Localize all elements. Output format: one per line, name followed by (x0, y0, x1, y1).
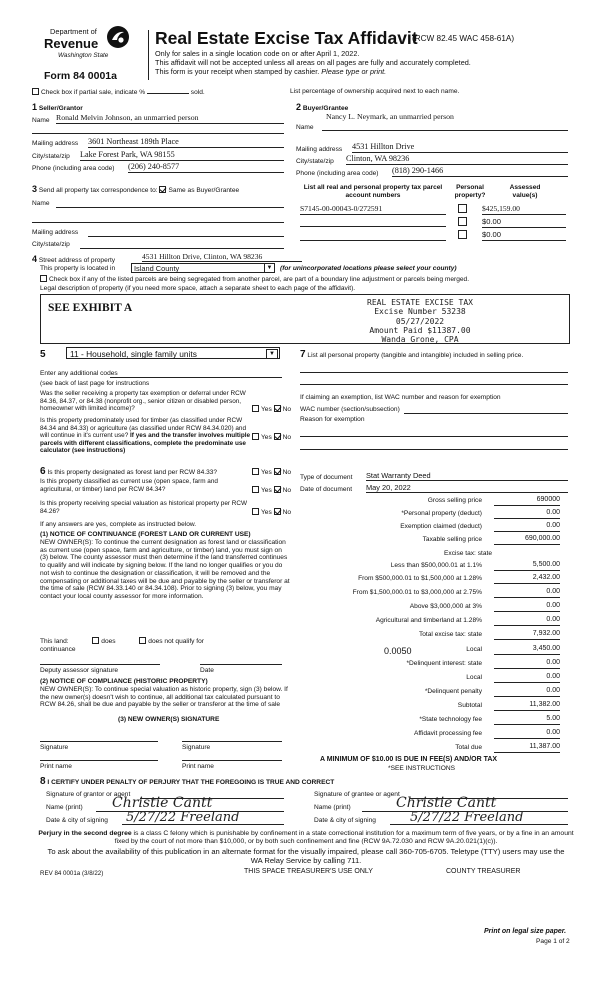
taxable-value[interactable]: 690,000.00 (494, 535, 560, 545)
located-label: This property is located in (40, 265, 116, 272)
complete-instr: If any answers are yes, complete as instructed below. (40, 521, 197, 528)
stamp-line-1: REAL ESTATE EXCISE TAX (367, 298, 473, 307)
continuance-label: continuance (40, 646, 76, 653)
tax-t4-row: Above $3,000,000 at 3% 0.00 (409, 602, 560, 610)
header-divider (148, 30, 149, 80)
notice1-heading: (1) NOTICE OF CONTINUANCE (FOREST LAND OR CURRENT USE) (40, 531, 251, 538)
forest-yesno: Yes No (252, 468, 291, 477)
county-select[interactable] (131, 263, 275, 273)
corr-name-line2 (32, 222, 284, 223)
seller-city[interactable]: Lake Forest Park, WA 98155 (80, 150, 284, 161)
state-line: Washington State (58, 52, 109, 59)
tax-t5-row: Agricultural and timberland at 1.28% 0.00 (375, 616, 560, 624)
tax-subtotal-row: Subtotal 11,382.00 (457, 701, 560, 709)
dor-logo (44, 22, 136, 62)
county-value: Island County (134, 264, 180, 273)
this-land-row: This land: does does not qualify for (40, 638, 204, 645)
owner-sig-line-1[interactable] (40, 741, 158, 742)
excise-state-label: Excise tax: state (444, 550, 493, 557)
notice1-body: NEW OWNER(S): To continue the current designation as forest land or classification as current use (open space, farm and agriculture, or timber) land, you must sign on (3) below. The county assessor must then determine if the land transferred continues to qualify and will indicate by signing below. If the land no longer qualifies or you do not wish to continue the designation or classification, it will be removed and the compensating or additional taxes will be due and payable by the seller or transferor at the time of sale (RCW 84.33.140 or 84.34.108). Prior to signing (3) below, you may contact your local county assessor for more information. (40, 539, 290, 600)
buyer-phone-label: Phone (including area code) (296, 170, 379, 177)
exemption-yes-checkbox[interactable] (252, 405, 259, 412)
techfee-value[interactable]: 5.00 (494, 715, 560, 725)
reason-line2[interactable] (300, 449, 568, 450)
gross-value[interactable]: 690000 (494, 496, 560, 506)
affidavit-fee-value[interactable]: 0.00 (494, 729, 560, 739)
grantor-date-label: Date & city of signing (46, 817, 108, 824)
seller-name-line2 (32, 133, 284, 134)
same-as-buyer-checkbox[interactable] (159, 186, 166, 193)
tax-delinq-state-row: *Delinquent interest: state 0.00 (406, 659, 560, 667)
owner-print-line-2[interactable] (182, 760, 282, 761)
owner-print-line-1[interactable] (40, 760, 158, 761)
legal-paper-note: Print on legal size paper. (484, 928, 567, 935)
stamp-line-2: Excise Number 53238 (374, 307, 466, 317)
tax-personal-row: *Personal property (deduct) 0.00 (401, 509, 560, 517)
minimum-note: A MINIMUM OF $10.00 IS DUE IN FEE(S) AND/OR TAX (320, 756, 498, 763)
deputy-sig-line[interactable] (40, 664, 160, 665)
street-address[interactable]: 4531 Hillton Drive, Clinton, WA 98236 (142, 252, 302, 262)
forest-yes-checkbox[interactable] (252, 468, 259, 475)
county-note: (for unincorporated locations please select your county) (280, 265, 457, 272)
chevron-down-icon[interactable]: ▼ (266, 349, 278, 359)
grantee-date-signature: 5/27/22 Freeland (410, 810, 524, 825)
wac-label: WAC number (section/subsection) (300, 406, 400, 413)
tax-penalty-row: *Delinquent penalty 0.00 (424, 687, 560, 695)
land-does-checkbox[interactable] (92, 637, 99, 644)
exemption-no-checkbox[interactable] (274, 405, 281, 412)
personal-property-line2[interactable] (300, 384, 568, 385)
list-percentage-note: List percentage of ownership acquired next to each name. (290, 88, 460, 95)
partial-sale-row: Check box if partial sale, indicate % sold. (32, 88, 205, 97)
local-value[interactable]: 3,450.00 (494, 645, 560, 655)
owner-print-label-1: Print name (40, 763, 72, 770)
parcel-2[interactable] (300, 226, 446, 227)
grantee-sig-label: Signature of grantee or agent (314, 791, 400, 798)
seller-mailing[interactable]: 3601 Northeast 189th Place (88, 137, 284, 148)
stamp-line-3: 05/27/2022 (395, 316, 445, 326)
legal-desc-label: Legal description of property (if you need more space, attach a separate sheet to each page of the affidavit). (40, 285, 356, 292)
corr-mailing-line (88, 236, 284, 237)
personal-checkbox-1[interactable] (458, 204, 467, 213)
notice3-heading: (3) NEW OWNER(S) SIGNATURE (118, 716, 220, 723)
delinq-local-value[interactable]: 0.00 (494, 673, 560, 683)
notice2-body: NEW OWNER(S): To continue special valuation as historic property, sign (3) below. If the new owner(s) doesn't wish to continue, all additional tax calculated pursuant to RCW 84.26, shall be due and payable by the seller or transferor at the time of sale (40, 686, 288, 709)
forest-no-checkbox[interactable] (274, 468, 281, 475)
tax-taxable-row: Taxable selling price 690,000.00 (422, 535, 560, 543)
corr-mailing-label: Mailing address (32, 229, 79, 236)
dept-line2: Revenue (44, 36, 99, 51)
historic-yes-checkbox[interactable] (252, 508, 259, 515)
personal-checkbox-3[interactable] (458, 230, 467, 239)
t5-value[interactable]: 0.00 (494, 616, 560, 626)
dept-line1: Department of (50, 27, 97, 36)
perjury-notice: Perjury in the second degree is a class C felony which is punishable by confinement in a state correctional institution for a maximum term of five years, or by a fine in an amount fixed by the court of not more than $10,000, or by both such confinement and fine (RCW 9A.72.030 and RCW 9A.20.021(1)(c)). (38, 830, 574, 846)
tax-t2-row: From $500,000.01 to $1,500,000 at 1.28% 2,432.00 (358, 574, 560, 582)
certify-row: 8 I CERTIFY UNDER PENALTY OF PERJURY THAT THE FOREGOING IS TRUE AND CORRECT (40, 776, 335, 787)
seller-name[interactable]: Ronald Melvin Johnson, an unmarried person (56, 113, 284, 124)
grantor-date-signature: 5/27/22 Freeland (126, 810, 240, 825)
owner-print-label-2: Print name (182, 763, 214, 770)
form-title: Real Estate Excise Tax Affidavit (155, 28, 418, 48)
t2-value[interactable]: 2,432.00 (494, 574, 560, 584)
personal-checkbox-2[interactable] (458, 217, 467, 226)
exempt-heading: If claiming an exemption, list WAC number and reason for exemption (300, 394, 501, 401)
seller-mailing-label: Mailing address (32, 140, 79, 147)
section7-row: 7 List all personal property (tangible and intangible) included in selling price. (300, 349, 524, 360)
assessed-1[interactable]: $425,159.00 (482, 204, 566, 215)
header-note3: This form is your receipt when stamped by cashier. Please type or print. (155, 67, 387, 76)
historic-question: Is this property receiving special valuation as historical property per RCW 84.26? (40, 500, 248, 515)
notice2-heading: (2) NOTICE OF COMPLIANCE (HISTORIC PROPERTY) (40, 678, 208, 685)
seller-heading: 1 Seller/Grantor (32, 102, 83, 112)
delinq-state-value[interactable]: 0.00 (494, 659, 560, 669)
forest-question: 6 Is this property designated as forest land per RCW 84.33? (40, 466, 218, 477)
grantor-name-signature: Christie Cantt (112, 795, 213, 811)
deputy-label: Deputy assessor signature (40, 667, 119, 674)
timber-no-checkbox[interactable] (274, 433, 281, 440)
timber-yesno: Yes No (252, 433, 291, 442)
current-use-yesno: Yes No (252, 486, 291, 495)
see-instructions: *SEE INSTRUCTIONS (388, 765, 456, 772)
revenue-logo-icon (106, 25, 130, 49)
grantee-name-signature: Christie Cantt (396, 795, 497, 811)
exemption-value[interactable]: 0.00 (494, 522, 560, 532)
alt-format-notice: To ask about the availability of this publication in an alternate format for the visually impaired, please call 360-705-6705. Teletype (TTY) users may use the WA Relay Service by calling 711. (47, 847, 565, 865)
owner-sig-label-2: Signature (182, 744, 211, 751)
correspondence-row: 3 Send all property tax correspondence to: Same as Buyer/Grantee (32, 184, 240, 194)
header-note2: This affidavit will not be accepted unless all areas on all pages are fully and accurately completed. (155, 58, 471, 67)
current-use-question: Is this property classified as current use (open space, farm and agricultural, or timber) land per RCW 84.34? (40, 478, 218, 493)
buyer-mailing[interactable]: 4531 Hillton Drive (352, 142, 568, 153)
historic-yesno: Yes No (252, 508, 291, 517)
corr-city-label: City/state/zip (32, 241, 70, 248)
t1-value[interactable]: 5,500.00 (494, 561, 560, 571)
doc-date[interactable]: May 20, 2022 (366, 483, 568, 493)
seller-phone-label: Phone (including area code) (32, 165, 115, 172)
header-note1: Only for sales in a single location code on or after April 1, 2022. (155, 49, 360, 58)
street-row: 4 Street address of property (32, 254, 116, 264)
section5-num: 5 (40, 349, 46, 360)
parcel-1[interactable]: S7145-00-00043-0/272591 (300, 204, 446, 215)
personal-value[interactable]: 0.00 (494, 509, 560, 519)
personal-header: Personal property? (454, 184, 486, 199)
parcel-header: List all real and personal property tax parcel account numbers (303, 184, 443, 199)
assessed-2[interactable]: $0.00 (482, 217, 566, 228)
grantee-date-label: Date & city of signing (314, 817, 376, 824)
exemption-question: Was the seller receiving a property tax exemption or deferral under RCW 84.36, 84.37, or 84.38 (nonprofit org., senior citizen or disabled person, homeowner with limited income)? (40, 390, 246, 413)
owner-sig-line-2[interactable] (182, 741, 282, 742)
reason-label: Reason for exemption (300, 416, 365, 423)
doc-date-label: Date of document (300, 486, 353, 493)
historic-no-checkbox[interactable] (274, 508, 281, 515)
boundary-row: Check box if any of the listed parcels are being segregated from another parcel, are part of a boundary line adjustment or parcels being merged. (40, 275, 469, 284)
local-rate-value: 0.0050 (384, 646, 412, 656)
grantor-sig-label: Signature of grantor or agent (46, 791, 131, 798)
buyer-city[interactable]: Clinton, WA 98236 (346, 154, 568, 165)
subtotal-value[interactable]: 11,382.00 (494, 701, 560, 711)
reason-line[interactable] (300, 436, 568, 437)
county-treasurer: COUNTY TREASURER (446, 868, 521, 875)
see-exhibit: SEE EXHIBIT A (48, 302, 133, 314)
form-number: Form 84 0001a (44, 70, 117, 82)
use-code-select[interactable] (66, 347, 280, 359)
tax-local-row: Local 3,450.00 (466, 645, 560, 653)
form-rcw: (RCW 82.45 WAC 458-61A) (412, 34, 515, 43)
wac-line[interactable] (404, 413, 568, 414)
personal-property-line[interactable] (300, 372, 568, 373)
land-does-not-checkbox[interactable] (139, 637, 146, 644)
buyer-city-label: City/state/zip (296, 158, 334, 165)
grantor-name-label: Name (print) (46, 804, 83, 811)
buyer-name-line1 (322, 130, 568, 131)
boundary-checkbox[interactable] (40, 275, 47, 282)
owner-sig-label-1: Signature (40, 744, 69, 751)
doc-type-label: Type of document (300, 474, 353, 481)
tax-t1-row: Less than $500,000.01 at 1.1% 5,500.00 (390, 561, 560, 569)
tax-delinq-local-row: Local 0.00 (466, 673, 560, 681)
tax-total-due-row: Total due 11,387.00 (455, 743, 560, 751)
timber-yes-checkbox[interactable] (252, 433, 259, 440)
tax-t3-row: From $1,500,000.01 to $3,000,000 at 2.75% 0.00 (352, 588, 560, 596)
rev-number: REV 84 0001a (3/8/22) (40, 870, 104, 877)
stamp-line-4: Amount Paid $11387.00 (369, 325, 471, 335)
use-code-value: 11 - Household, single family units (70, 349, 197, 359)
seller-city-label: City/state/zip (32, 153, 70, 160)
deputy-date-label: Date (200, 667, 214, 674)
buyer-phone[interactable]: (818) 290-1466 (392, 166, 568, 177)
tax-total-state-row: Total excise tax: state 7,932.00 (418, 630, 560, 638)
t3-value[interactable]: 0.00 (494, 588, 560, 598)
tax-gross-row: Gross selling price 690000 (427, 496, 560, 504)
total-due-value[interactable]: 11,387.00 (494, 743, 560, 753)
assessed-3[interactable]: $0.00 (482, 230, 566, 241)
grantee-name-label: Name (print) (314, 804, 351, 811)
deputy-date-line[interactable] (200, 664, 282, 665)
current-use-yes-checkbox[interactable] (252, 486, 259, 493)
doc-type[interactable]: Stat Warranty Deed (366, 471, 568, 481)
stamp-line-5: Wanda Grone, CPA (381, 335, 459, 345)
treasurer-only: THIS SPACE TREASURER'S USE ONLY (244, 868, 373, 875)
tax-affidavit-fee-row: Affidavit processing fee 0.00 (413, 729, 560, 737)
exemption-yesno: Yes No (252, 405, 291, 414)
additional-codes-line[interactable] (110, 377, 282, 378)
parcel-3[interactable] (300, 240, 446, 241)
t4-value[interactable]: 0.00 (494, 602, 560, 612)
additional-codes-label: Enter any additional codes (40, 370, 118, 377)
chevron-down-icon[interactable]: ▼ (264, 264, 274, 272)
see-back-note: (see back of last page for instructions (40, 380, 150, 387)
tax-exemption-row: Exemption claimed (deduct) 0.00 (400, 522, 560, 530)
corr-name-label: Name (32, 200, 50, 207)
corr-name-line (56, 207, 284, 208)
timber-question: Is this property predominately used for timber (as classified under RCW 84.34 and 84.33) or agriculture (as classified under RCW 84.34.020) and will continue in it's current use? If yes and the transfer involves multiple parcels with different classifications, complete the predominate use calculator (see instructions) (40, 417, 251, 455)
partial-sale-checkbox[interactable] (32, 88, 39, 95)
assessed-header: Assessed value(s) (509, 184, 541, 199)
current-use-no-checkbox[interactable] (274, 486, 281, 493)
corr-city-line (80, 248, 284, 249)
seller-phone[interactable]: (206) 240-8577 (128, 162, 284, 173)
buyer-name-label: Name (296, 124, 314, 131)
buyer-mailing-label: Mailing address (296, 146, 343, 153)
tax-techfee-row: *State technology fee 5.00 (419, 715, 560, 723)
buyer-name[interactable]: Nancy L. Neymark, an unmarried person (326, 112, 454, 121)
seller-name-label: Name (32, 117, 50, 124)
buyer-heading: 2 Buyer/Grantee (296, 102, 349, 112)
treasurer-stamp (340, 298, 500, 344)
page-number: Page 1 of 2 (536, 938, 570, 945)
penalty-value[interactable]: 0.00 (494, 687, 560, 697)
total-state-value[interactable]: 7,932.00 (494, 630, 560, 640)
